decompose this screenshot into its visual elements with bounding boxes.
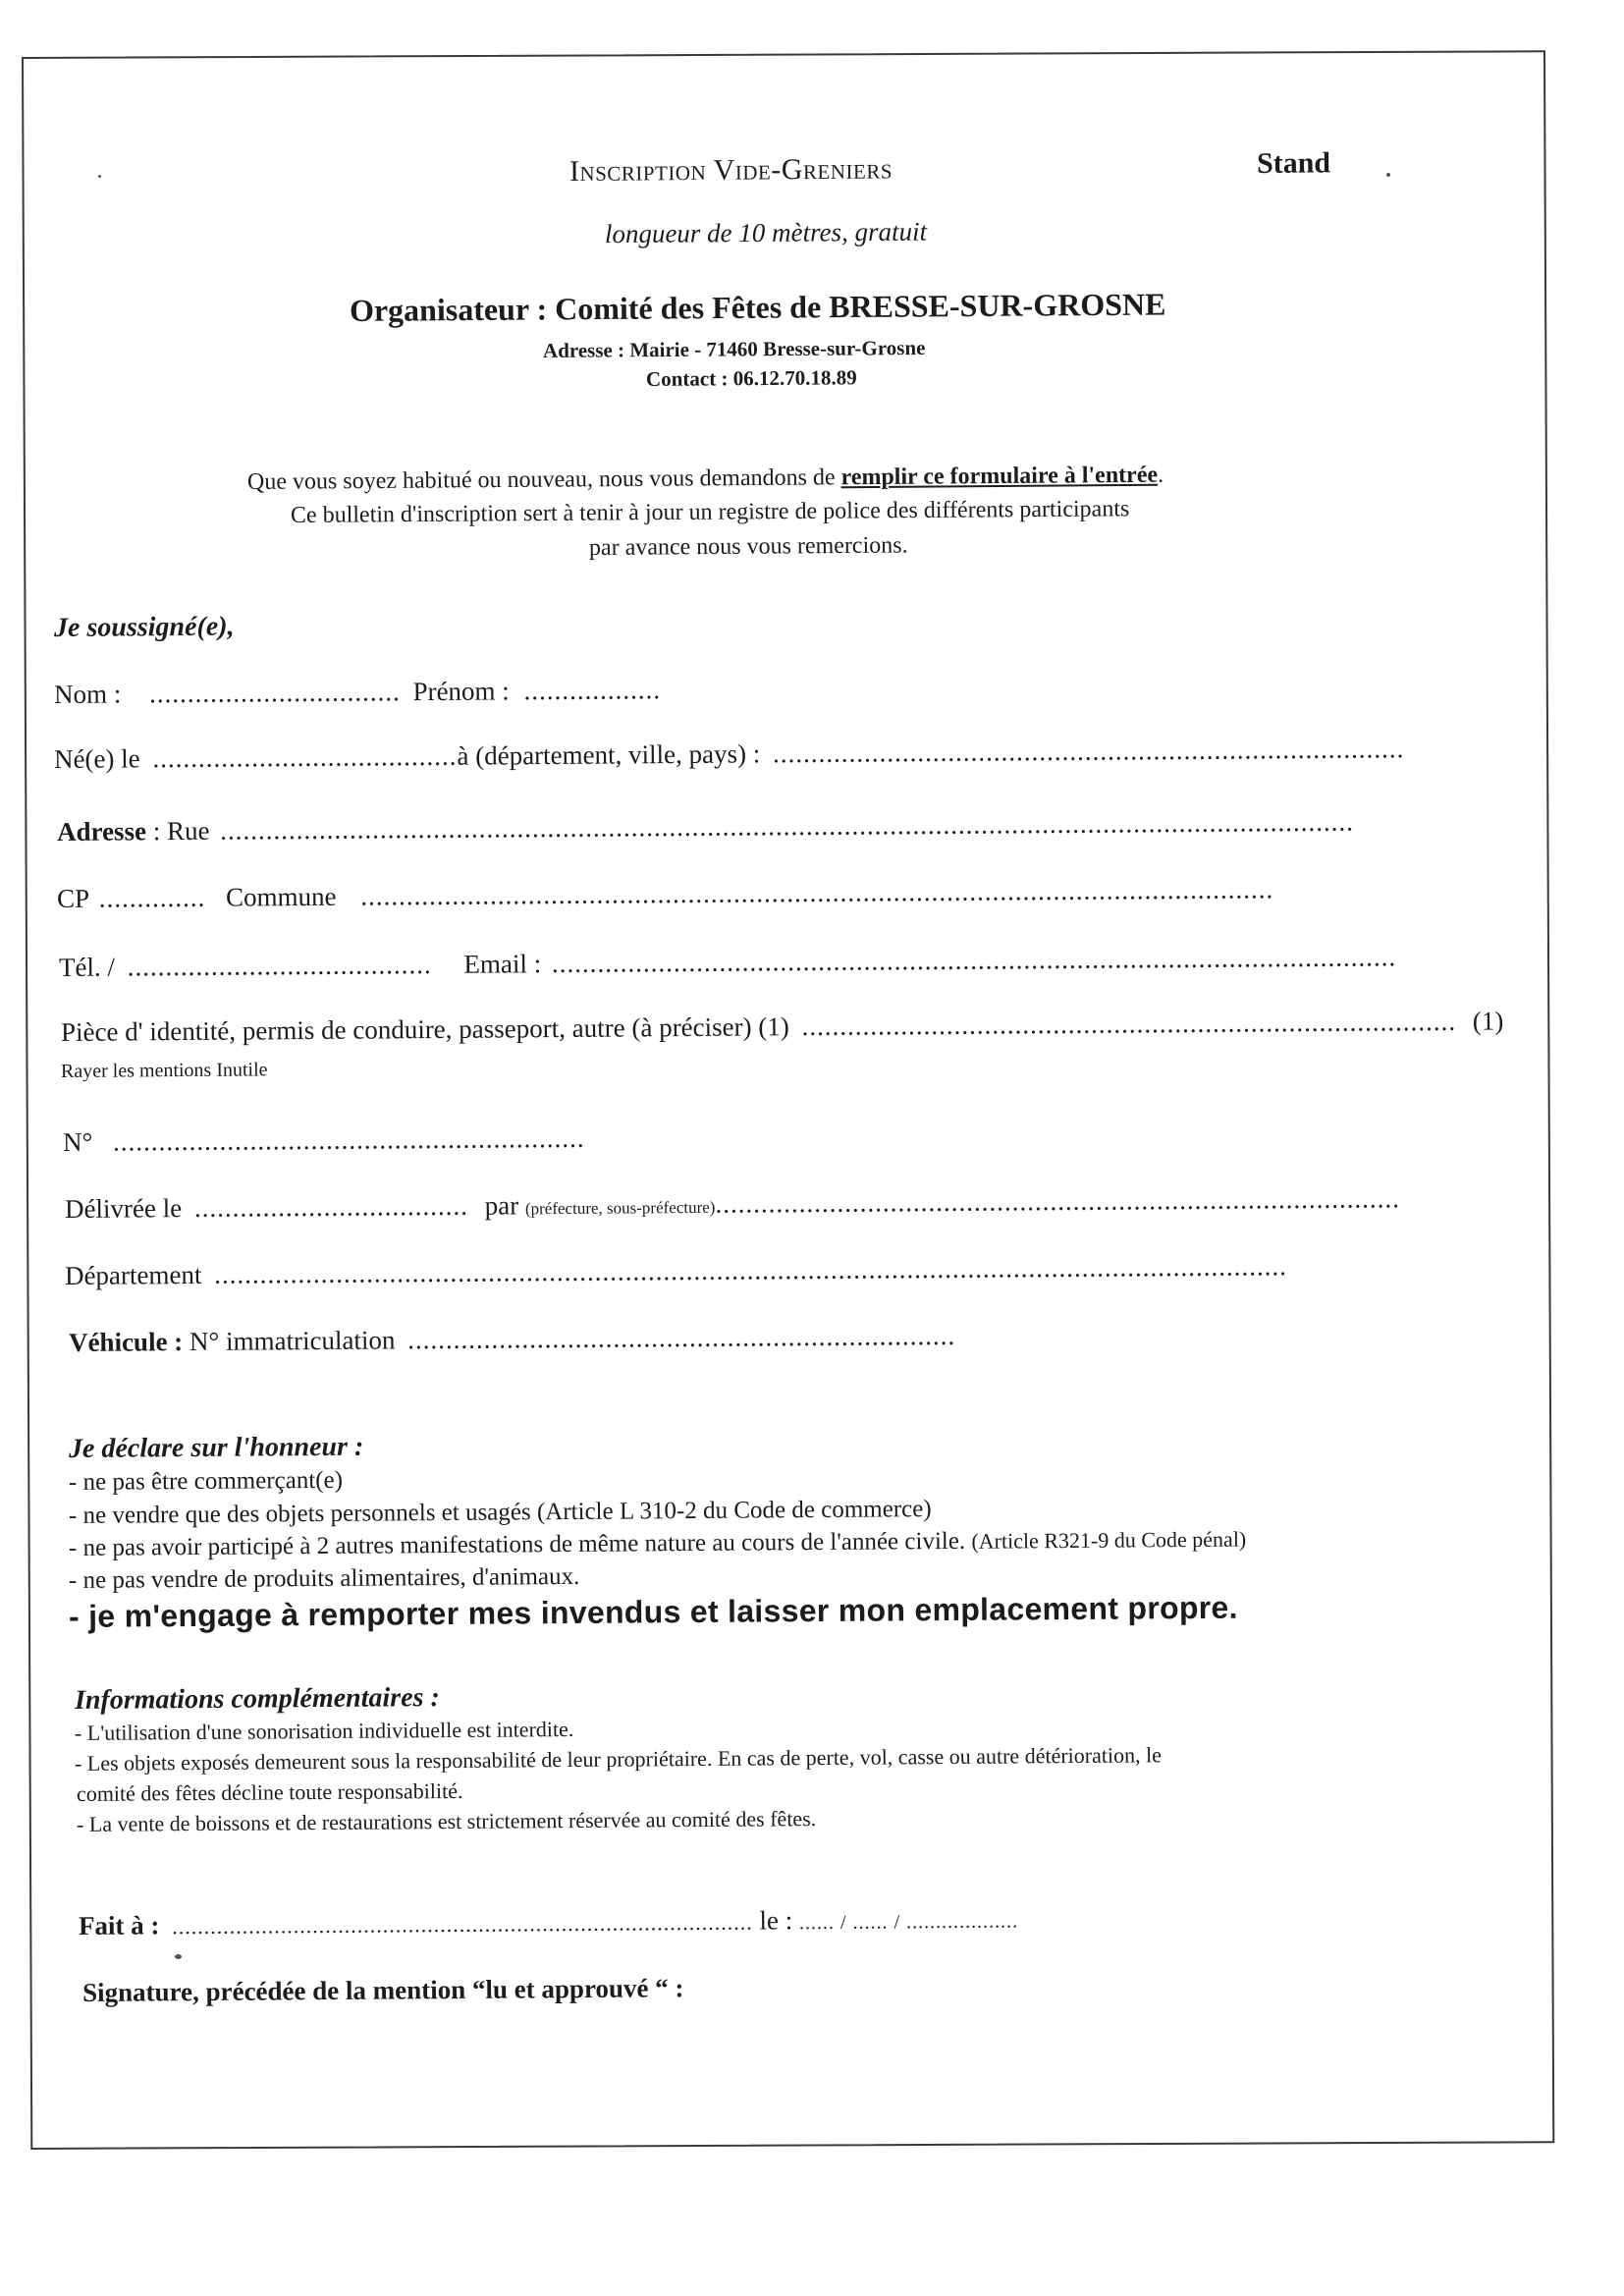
organizer-contact: Contact : 06.12.70.18.89 — [645, 365, 857, 391]
nom-field[interactable]: ................................. — [148, 677, 401, 709]
numero-label: N° — [62, 1126, 93, 1157]
info-item: - La vente de boissons et de restaurations est strictement réservée au comité des fêtes. — [76, 1806, 817, 1836]
declaration-heading: Je déclare sur l'honneur : — [68, 1431, 364, 1464]
intro-line-3: par avance nous vous remercions. — [588, 532, 908, 561]
prenom-field[interactable]: .................. — [523, 675, 662, 706]
stand-label: Stand — [1256, 146, 1331, 180]
nom-row — [54, 675, 661, 710]
delivree-label: Délivrée le — [64, 1193, 183, 1224]
numero-field[interactable]: .............................................................. — [112, 1122, 585, 1157]
declaration-item: - ne pas avoir participé à 2 autres manifestations de même nature au cours de l'année civile. — [68, 1527, 966, 1561]
declaration-item: - ne pas être commerçant(e) — [68, 1466, 344, 1496]
signature-row — [82, 1973, 684, 2008]
par-detail: (préfecture, sous-préfecture) — [524, 1197, 716, 1219]
piece-field[interactable]: ...................................................................................... — [801, 1006, 1457, 1042]
info-item: comité des fêtes décline toute responsabilité. — [76, 1777, 463, 1806]
rue-field[interactable]: ..................................................................................................................................................... — [220, 806, 1355, 846]
email-label: Email : — [463, 949, 542, 979]
form-title: Inscription Vide-Greniers — [568, 152, 893, 188]
immat-field[interactable]: ........................................................................ — [407, 1320, 956, 1355]
ne-le-label: Né(e) le — [53, 743, 140, 774]
intro-text: Que vous soyez habitué ou nouveau, nous vous demandons de — [246, 465, 841, 495]
nom-label: Nom : — [53, 679, 122, 709]
lieu-field[interactable]: ................................................................................... — [772, 734, 1405, 769]
cp-field[interactable]: .............. — [98, 882, 206, 913]
intro-emphasis: remplir ce formulaire à l'entrée — [840, 462, 1159, 491]
organizer-address: Adresse : Mairie - 71460 Bresse-sur-Grosne — [542, 335, 926, 362]
lieu-label: à (département, ville, pays) : — [457, 738, 761, 771]
departement-field[interactable]: ............................................................................................................................................. — [214, 1251, 1288, 1289]
intro-period: . — [1157, 462, 1164, 488]
scan-speck — [98, 175, 101, 178]
prenom-label: Prénom : — [412, 676, 510, 707]
rayer-note: Rayer les mentions Inutile — [60, 1059, 268, 1082]
fait-label: Fait à : — [78, 1910, 160, 1941]
scan-speck — [175, 1954, 182, 1959]
vehicule-label: Véhicule : — [68, 1327, 184, 1357]
declaration-item: - ne vendre que des objets personnels et usagés (Article L 310-2 du Code de commerce) — [68, 1496, 932, 1529]
scan-speck — [1386, 173, 1390, 177]
piece-note: (1) — [1472, 1006, 1504, 1036]
cp-label: CP — [56, 883, 89, 913]
info-item: - L'utilisation d'une sonorisation individuelle est interdite. — [74, 1717, 574, 1745]
intro-line-2: Ce bulletin d'inscription sert à tenir à jour un registre de police des différents participants — [290, 496, 1130, 528]
fait-field[interactable]: ........................................................................................... — [172, 1909, 753, 1940]
commune-label: Commune — [225, 881, 337, 912]
ne-le-field[interactable]: ........................................ — [152, 740, 458, 774]
signature-label: Signature, précédée de la mention “lu et approuvé “ : — [81, 1973, 684, 2007]
adresse-label: Adresse — [56, 816, 147, 847]
delivree-field[interactable]: .................................... — [193, 1190, 469, 1223]
date-field[interactable]: ...... / ...... / ................... — [798, 1910, 1019, 1935]
date-label: le : — [759, 1905, 793, 1936]
tel-field[interactable]: ........................................ — [127, 950, 432, 982]
info-heading: Informations complémentaires : — [74, 1682, 440, 1716]
par-label: par — [484, 1190, 519, 1221]
organizer: Organisateur : Comité des Fêtes de BRESSE-SUR-GROSNE — [349, 286, 1166, 328]
subtitle: longueur de 10 mètres, gratuit — [604, 216, 928, 249]
numero-row — [63, 1123, 585, 1158]
tel-label: Tél. / — [58, 952, 116, 982]
info-item: - Les objets exposés demeurent sous la responsabilité de leur propriétaire. En cas de perte, vol, casse ou autre détérioration, le — [74, 1742, 1163, 1776]
piece-label: Pièce d' identité, permis de conduire, passeport, autre (à préciser) (1) — [60, 1011, 789, 1047]
engagement: - je m'engage à remporter mes invendus et laisser mon emplacement propre. — [68, 1589, 1238, 1634]
departement-label: Département — [64, 1259, 202, 1290]
immat-label: N° immatriculation — [189, 1325, 396, 1357]
declaration-ref: (Article R321-9 du Code pénal) — [971, 1526, 1247, 1554]
rue-label: : Rue — [152, 815, 210, 847]
par-field[interactable]: .......................................................................................... — [715, 1183, 1400, 1219]
commune-field[interactable]: ........................................................................................................................ — [360, 874, 1274, 911]
declaration-item: - ne pas vendre de produits alimentaires, d'animaux. — [68, 1562, 580, 1594]
undersigned: Je soussigné(e), — [53, 611, 235, 643]
email-field[interactable]: ............................................................................................................... — [551, 942, 1397, 979]
